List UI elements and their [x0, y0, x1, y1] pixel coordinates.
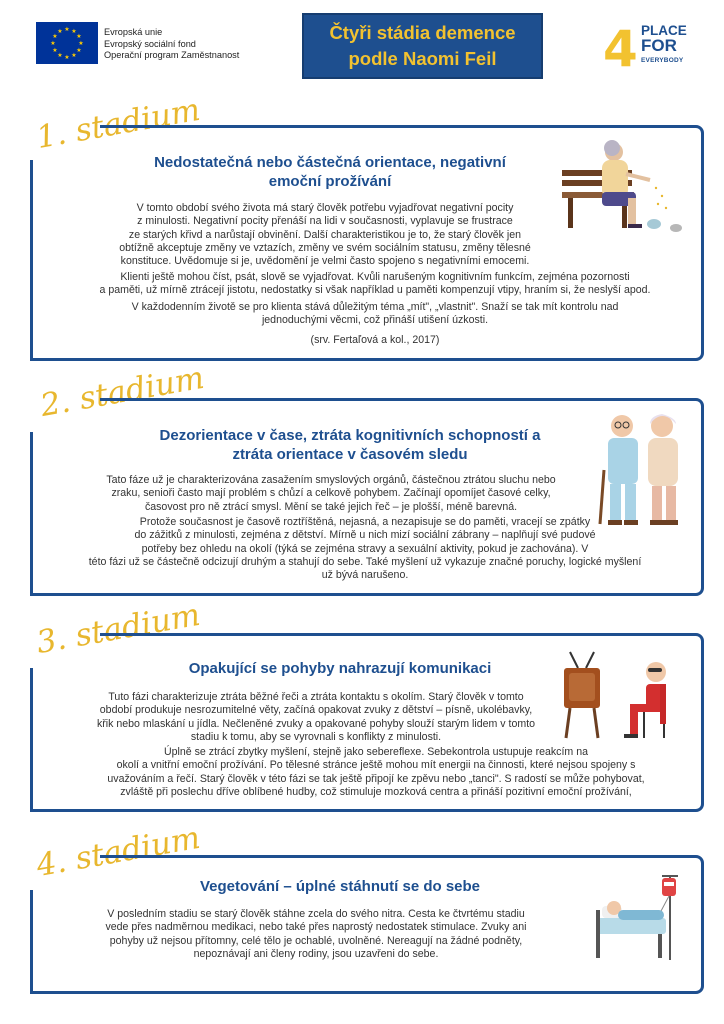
stage-paragraph	[60, 301, 690, 328]
title-line: Dezorientace v čase, ztráta kognitivních schopností a	[159, 427, 541, 444]
stage-title: Vegetování – úplné stáhnutí se do sebe	[199, 878, 481, 895]
svg-text:★: ★	[64, 54, 70, 61]
svg-text:★: ★	[78, 40, 84, 47]
stage-paragraph	[60, 271, 690, 298]
logo-line: EVERYBODY	[641, 57, 684, 64]
text-line: pohyby už nejsou přítomny, celé tělo je ochablé, uvolněné. Nereagují na žádné podněty,	[109, 934, 523, 947]
stage-title	[120, 426, 580, 464]
svg-text:★: ★	[50, 40, 56, 47]
svg-text:★: ★	[76, 47, 82, 54]
hospital-bed-illustration	[592, 866, 692, 962]
eu-line: Evropská unie	[104, 27, 163, 37]
text-line: Tuto fázi charakterizuje ztráta běžné řeči a ztráta kontaktu s okolím. Starý člověk v tomto	[108, 691, 524, 703]
text-line: okolí a vnitřní emoční prožívání. Po tělesné stránce ještě mohou mít energii na činnosti, které nejsou spojeny s	[116, 759, 636, 772]
stage-frame-left	[30, 160, 33, 361]
text-line: V tomto období svého života má starý člověk potřebu vyjadřovat negativní pocity	[136, 202, 514, 214]
svg-text:★: ★	[57, 28, 63, 35]
svg-text:★: ★	[76, 33, 82, 40]
stage-label: 2. stadium	[37, 359, 207, 424]
text-line: období produkuje nesrozumitelné věty, začíná opakovat zvuky z dětství – písně, ukolébavky,	[99, 704, 533, 717]
text-line: uvažováním a řečí. Starý člověk v této fázi se tak ještě připojí ke zpěvu nebo „tanci". S radostí se může pohybovat,	[107, 772, 645, 785]
logo-digit: 4	[603, 22, 638, 70]
svg-text:★: ★	[64, 26, 70, 33]
title-line: Čtyři stádia demence	[329, 22, 516, 43]
eu-flag-logo	[36, 22, 98, 64]
text-line: V každodenním životě se pro klienta stává důležitým téma „mít", „vlastnit". Snaží se tak mít kontrolu nad	[131, 301, 619, 313]
stage-paragraph	[56, 746, 696, 799]
stage-paragraph	[60, 516, 670, 582]
svg-text:★: ★	[57, 52, 63, 59]
title-line: podle Naomi Feil	[348, 48, 497, 69]
text-line: z minulosti. Negativní pocity přenáší na lidi v současnosti, vyplavuje se frustrace	[137, 215, 513, 228]
text-line: jednoduchými věcmi, což přináší utišení úzkosti.	[261, 314, 489, 327]
page-title	[302, 13, 543, 79]
stage-label: 3. stadium	[33, 596, 203, 661]
text-line: a paměti, už mírně ztrácejí jistotu, nedostatky si však například u paměti kompenzují vtipy, hraním si, že neslyší apod.	[99, 284, 651, 297]
stage-title: Opakující se pohyby nahrazují komunikaci	[188, 660, 492, 677]
stage-frame-left	[30, 668, 33, 812]
text-line: nepoznávají ani členy rodiny, jsou uzavřeni do sebe.	[193, 947, 439, 960]
stage-paragraph	[66, 474, 596, 514]
svg-text:★: ★	[71, 52, 77, 59]
woman-on-bench-illustration	[558, 138, 692, 238]
stage-frame-left	[30, 432, 33, 596]
logo-line: FOR	[641, 36, 677, 55]
eu-funding-text	[104, 27, 239, 62]
text-line: obtížně akceptuje změny ve vztazích, změny ve svém sociálním statusu, změny tělesné	[119, 241, 531, 254]
text-line: do zážitků z minulosti, zejména z dětství. Mírně u nich mizí sociální zábrany – naplňují své pudové	[134, 529, 596, 542]
stage-frame-left	[30, 890, 33, 994]
text-line: konstituce. Uvědomuje si je, uvědomění je velmi často spojeno s negativními emocemi.	[120, 255, 530, 268]
logo-text	[641, 24, 687, 67]
stage-paragraph	[66, 908, 566, 961]
text-line: vede přes nadměrnou medikaci, nebo také přes naprostý nedostatek stimulace. Zvuky ani	[105, 921, 527, 934]
svg-text:★: ★	[52, 33, 58, 40]
stage-label: 1. stadium	[33, 91, 203, 156]
tv-and-seated-man-illustration	[560, 648, 690, 740]
text-line: už bývá narušeno.	[321, 569, 409, 582]
text-line: zraku, senioři často mají problém s chůzí a celkově pohybem. Začínají opomíjet časové celky,	[111, 487, 551, 500]
svg-text:★: ★	[71, 28, 77, 35]
title-line: emoční prožívání	[268, 173, 392, 190]
stage-paragraph	[66, 691, 566, 744]
text-line: ze starých křivd a narůstají obvinění. Další charakteristikou je to, že starý člověk jen	[128, 228, 522, 241]
text-line: zvláště při poslechu dříve oblíbené hudby, což stimuluje mozková centra a přináší pozitivní emoční prožívání,	[120, 785, 632, 798]
text-line: této fázi už se částečně odcizují druhým a stahují do sebe. Také myšlení už vykazuje značné poruchy, logické myšlení	[88, 555, 642, 568]
text-line: Protože současnost je časově roztříštěná, nejasná, a nezapisuje se do paměti, vracejí se zpátky	[139, 516, 591, 528]
text-line: Tato fáze už je charakterizována zasažením smyslových orgánů, částečnou ztrátou sluchu nebo	[106, 474, 556, 486]
stage-label: 4. stadium	[33, 819, 203, 884]
text-line: stadiu k tomu, aby se vyrovnali s konflikty z minulosti.	[190, 730, 442, 743]
elderly-couple-illustration	[596, 410, 692, 528]
text-line: časovost pro ně ztrácí smysl. Mění se také jejich řeč – je plošší, méně barevná.	[144, 500, 518, 513]
text-line: potřeby bez ohledu na okolí (týká se zejména stravy a sexuální aktivity, pokud je zachována). V	[141, 542, 589, 555]
eu-line: Evropský sociální fond	[104, 38, 196, 49]
eu-line: Operační program Zaměstnanost	[104, 50, 240, 60]
text-line: Klienti ještě mohou číst, psát, slově se vyjadřovat. Kvůli narušeným kognitivním funkcím, zejména pozornosti	[120, 271, 630, 283]
logo-line: PLACE	[641, 23, 687, 38]
citation: (srv. Fertaľová a kol., 2017)	[310, 334, 440, 346]
title-line: ztráta orientace v časovém sledu	[232, 446, 468, 463]
svg-text:★: ★	[52, 47, 58, 54]
text-line: V posledním stadiu se starý člověk stáhne zcela do svého nitra. Cesta ke čtvrtému stadiu	[107, 908, 525, 920]
title-line: Nedostatečná nebo částečná orientace, negativní	[154, 154, 506, 171]
text-line: křik nebo mlaskání u jídla. Nečleněné zvuky a opakované pohyby slouží starým lidem v tomto	[96, 717, 536, 730]
stage-title	[100, 153, 560, 191]
text-line: Úplně se ztrácí zbytky myšlení, stejně jako sebereflexe. Sebekontrola ustupuje reakcím na	[164, 746, 588, 758]
stage-paragraph	[70, 202, 580, 268]
